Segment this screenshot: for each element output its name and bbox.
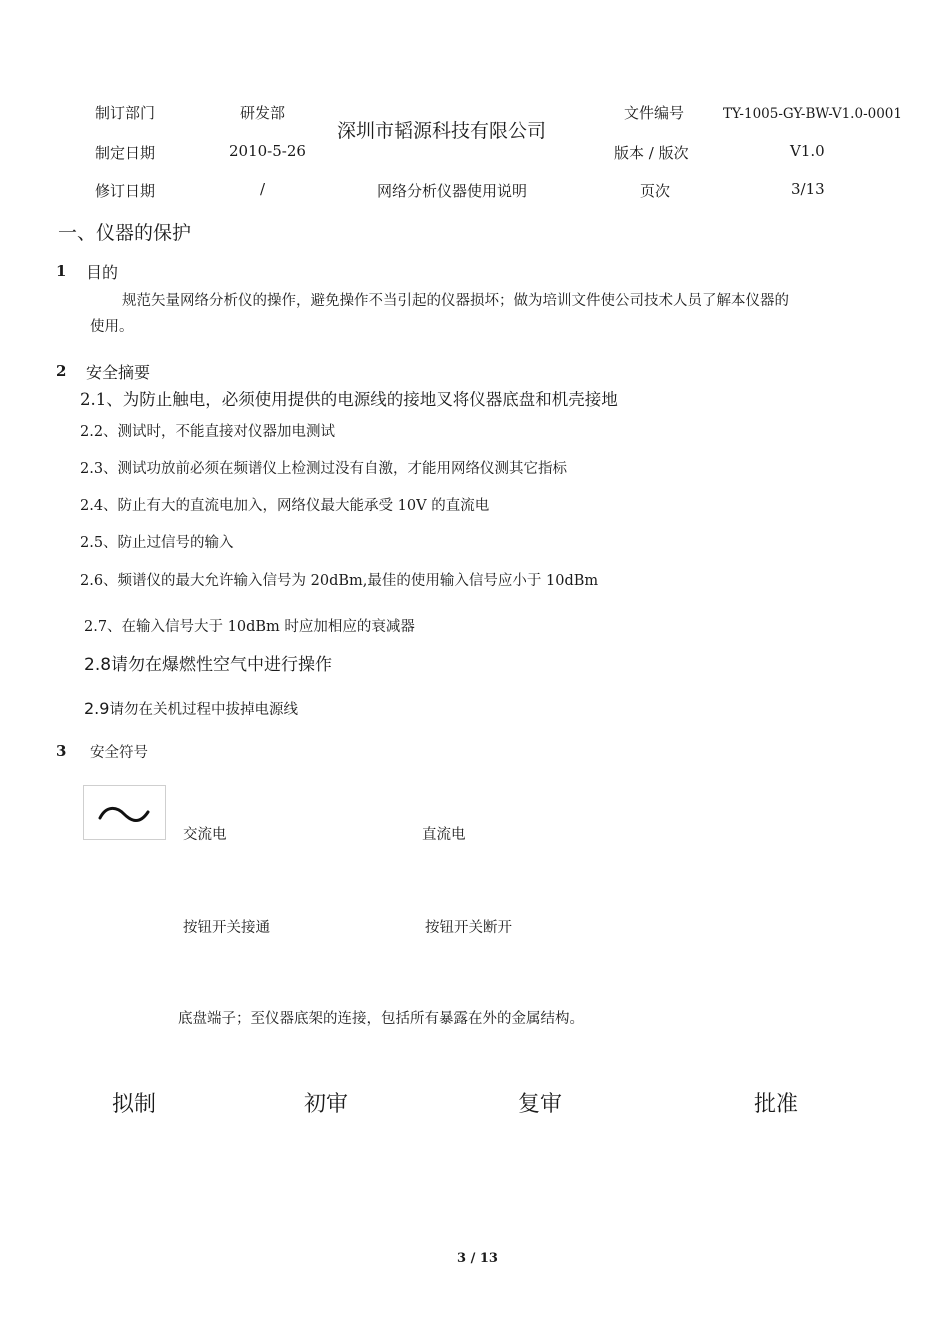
signoff-draft: 拟制: [112, 1092, 157, 1117]
safety-item-2-5: 2.5、防止过信号的输入: [80, 535, 234, 551]
section-title: 一、仪器的保护: [58, 222, 192, 244]
symbols-number: 3: [56, 742, 67, 760]
signoff-approve: 批准: [754, 1092, 799, 1117]
purpose-title: 目的: [86, 263, 119, 282]
ac-sine-wave-icon: [84, 786, 165, 839]
safety-item-2-3: 2.3、测试功放前必须在频谱仪上检测过没有自激，才能用网络仪测其它指标: [80, 461, 568, 477]
page-number-footer: 3 / 13: [457, 1251, 498, 1266]
header-label-dept: 制订部门: [95, 104, 156, 122]
safety-item-2-1: 2.1、为防止触电，必须使用提供的电源线的接地叉将仪器底盘和机壳接地: [80, 390, 618, 409]
symbols-title: 安全符号: [90, 745, 148, 761]
header-value-revision: /: [260, 180, 266, 198]
header-label-revision: 修订日期: [95, 182, 156, 200]
header-label-page: 页次: [640, 182, 671, 200]
dc-label: 直流电: [422, 827, 466, 843]
document-title: 网络分析仪器使用说明: [377, 182, 528, 200]
safety-number: 2: [56, 362, 67, 380]
company-name: 深圳市韬源科技有限公司: [337, 120, 547, 142]
safety-title: 安全摘要: [86, 363, 151, 382]
purpose-text-line1: 规范矢量网络分析仪的操作，避免操作不当引起的仪器损坏；做为培训文件使公司技术人员了解本仪器的: [122, 293, 789, 309]
header-label-version: 版本 / 版次: [614, 144, 689, 162]
chassis-terminal-label: 底盘端子；至仪器底架的连接，包括所有暴露在外的金属结构。: [178, 1011, 584, 1027]
header-label-doc-no: 文件编号: [624, 104, 685, 122]
ac-label: 交流电: [183, 827, 227, 843]
purpose-number: 1: [56, 262, 67, 280]
header-value-version: V1.0: [790, 142, 825, 160]
switch-off-label: 按钮开关断开: [425, 920, 512, 936]
safety-item-2-9: [84, 698, 298, 719]
safety-item-2-2: 2.2、测试时，不能直接对仪器加电测试: [80, 424, 336, 440]
header-label-date: 制定日期: [95, 144, 156, 162]
safety-item-2-9-text: 请勿在关机过程中拔掉电源线: [109, 702, 298, 718]
header-value-doc-no: TY-1005-GY-BW-V1.0-0001: [723, 106, 902, 122]
purpose-text-line2: 使用。: [90, 319, 134, 335]
safety-item-2-8: [84, 650, 332, 675]
safety-item-2-8-number: 2.8: [84, 655, 112, 675]
signoff-second-review: 复审: [518, 1092, 563, 1117]
safety-item-2-8-text: 请勿在爆燃性空气中进行操作: [111, 655, 333, 675]
header-value-date: 2010-5-26: [229, 142, 306, 160]
safety-item-2-4: 2.4、防止有大的直流电加入，网络仪最大能承受 10V 的直流电: [80, 498, 490, 514]
ac-symbol-box: [83, 785, 166, 840]
header-value-dept: 研发部: [240, 104, 286, 122]
switch-on-label: 按钮开关接通: [183, 920, 270, 936]
safety-item-2-7: 2.7、在输入信号大于 10dBm 时应加相应的衰减器: [84, 619, 415, 635]
safety-item-2-6: 2.6、频谱仪的最大允许输入信号为 20dBm,最佳的使用输入信号应小于 10dBm: [80, 573, 599, 589]
safety-item-2-9-number: 2.9: [84, 699, 110, 718]
signoff-first-review: 初审: [304, 1092, 349, 1117]
header-value-page: 3/13: [791, 180, 825, 198]
